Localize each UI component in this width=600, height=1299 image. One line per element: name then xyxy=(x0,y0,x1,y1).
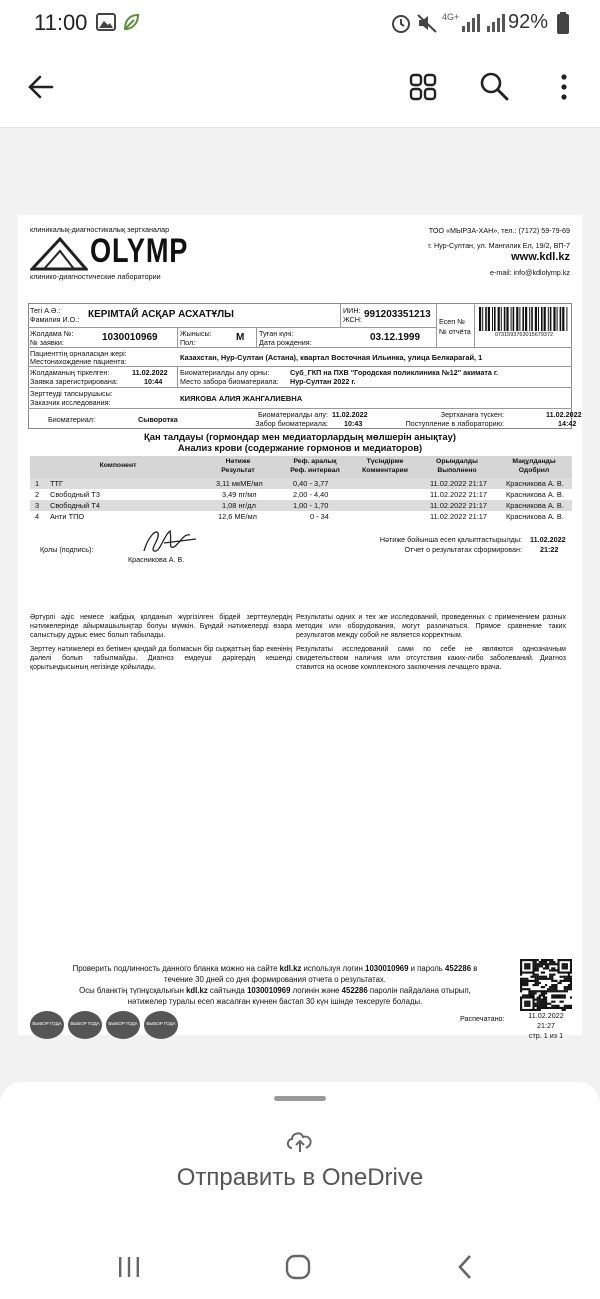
disclaimer-ru-1: Результаты одних и тех же исследований, проведенных с применением разных методик или оборудования, могут различаться. Прямое сравнение таких результатов между собой не является корректным. xyxy=(296,614,566,640)
verify-line-kz: Осы бланктің түпнұсқалығын kdl.kz сайтында 1030010969 логинін және 452286 паролін пайдалана отырып, xyxy=(79,986,471,995)
label-place-ru: Место забора биоматериала: xyxy=(180,377,279,386)
label-biomaterial: Биоматериал: xyxy=(48,415,95,424)
qr-code-icon xyxy=(520,959,572,1011)
formed-date: 11.02.2022 xyxy=(530,535,566,544)
battery-percent: 92% xyxy=(508,11,549,33)
sampling-place-line1: Суб_ГКП на ПХВ "Городская поликлиника №12" акимата г. xyxy=(290,368,499,377)
award-badge: ВЫБОР ГОДА xyxy=(30,1011,64,1039)
row-done: 11.02.2022 21:17 xyxy=(430,479,487,488)
company-line: ТОО «МЫРЗА-ХАН», тел.: (7172) 59-79-69 xyxy=(428,226,570,235)
mute-icon xyxy=(416,12,438,34)
printed-time: 21:27 xyxy=(537,1021,555,1030)
verify-password: 452286 xyxy=(445,964,472,973)
status-time: 11:00 xyxy=(34,10,88,35)
printed-date: 11.02.2022 xyxy=(528,1011,564,1020)
row-number: 2 xyxy=(35,490,40,499)
table-row xyxy=(30,500,572,511)
lab-name-ru: клинико-диагностические лаборатории xyxy=(30,272,161,281)
row-approved: Красникова А. В. xyxy=(506,490,564,499)
patient-dob: 03.12.1999 xyxy=(370,332,421,343)
label-dob-kz: Туған күні: xyxy=(259,329,294,338)
disclaimer-ru-2: Результаты исследований сами по себе не являются однозначным свидетельством наличия или отсутствия каких-либо заболеваний. Диагноз ставится на основе комплексного заключения лечащего врача. xyxy=(296,646,566,672)
alarm-icon xyxy=(390,12,412,34)
label-dob-ru: Дата рождения: xyxy=(259,338,312,347)
customer-name: КИЯКОВА АЛИЯ ЖАНГАЛИЕВНА xyxy=(180,394,303,403)
label-report-ru: № отчёта xyxy=(439,327,471,336)
signature-icon xyxy=(134,523,204,559)
label-printed: Распечатано: xyxy=(460,1014,505,1023)
row-approved: Красникова А. В. xyxy=(506,501,564,510)
patient-sex: М xyxy=(236,332,245,343)
order-number: 1030010969 xyxy=(102,332,158,343)
col-done-kz: Орындалды xyxy=(436,458,478,465)
signal-2-icon xyxy=(485,13,507,33)
received-date: 11.02.2022 xyxy=(546,410,582,419)
table-row xyxy=(30,489,572,500)
col-done-ru: Выполнено xyxy=(437,467,477,474)
received-time: 14:42 xyxy=(558,419,577,428)
verify-login: 1030010969 xyxy=(365,964,409,973)
app-toolbar xyxy=(0,48,600,128)
barcode-icon xyxy=(478,306,570,332)
back-arrow-icon[interactable] xyxy=(26,72,56,102)
col-ref-kz: Реф. аралық xyxy=(293,458,337,465)
award-badge: ВЫБОР ГОДА xyxy=(106,1011,140,1039)
row-approved: Красникова А. В. xyxy=(506,512,564,521)
row-ref: 0,40 - 3,77 xyxy=(293,479,329,488)
row-number: 3 xyxy=(35,501,40,510)
label-place-kz: Биоматериалды алу орны: xyxy=(180,368,270,377)
more-options-icon[interactable] xyxy=(556,72,572,102)
label-formed-kz: Нәтиже бойынша есеп қалыптастырылды: xyxy=(379,535,522,544)
formed-time: 21:22 xyxy=(540,545,559,554)
battery-icon xyxy=(556,11,570,35)
label-sex-ru: Пол: xyxy=(180,338,196,347)
label-location-ru: Местонахождение пациента: xyxy=(30,357,127,366)
col-comment-kz: Түсіндірме xyxy=(366,458,404,465)
label-sex-kz: Жынысы: xyxy=(180,329,212,338)
row-number: 4 xyxy=(35,512,40,521)
report-title-ru: Анализ крови (содержание гормонов и медиаторов) xyxy=(177,442,423,453)
label-reg-ru: Заявка зарегистрирована: xyxy=(30,377,118,386)
row-component: ТТГ xyxy=(50,479,64,488)
report-title-kz: Қан талдауы (гормондар мен медиаторлардың мөлшерін анықтау) xyxy=(144,431,456,442)
label-customer-kz: Зерттеуді тапсырушысы: xyxy=(30,389,113,398)
olymp-logo-icon xyxy=(30,236,88,272)
logo-text: OLYMP xyxy=(90,232,189,270)
verify-line-1: Проверить подлинность данного бланка можно на сайте kdl.kz используя логин 1030010969 и пароль 452286 в xyxy=(72,964,478,973)
label-name-ru: Фамилия И.О.: xyxy=(30,315,80,324)
row-result: 1,08 нг/дл xyxy=(222,501,256,510)
verify-line-2: течение 30 дней со дня формирования отчета о результатах. xyxy=(164,975,386,984)
award-badge: ВЫБОР ГОДА xyxy=(68,1011,102,1039)
gallery-icon xyxy=(96,13,116,31)
signal-icon xyxy=(460,13,482,33)
share-sheet xyxy=(0,1082,600,1232)
row-ref: 0 - 34 xyxy=(310,512,329,521)
table-row xyxy=(30,511,572,522)
patient-location: Казахстан, Нур-Султан (Астана), квартал Восточная Ильинка, улица Белкарагай, 1 xyxy=(180,353,483,362)
table-row xyxy=(30,478,572,489)
label-order-ru: № заявки: xyxy=(30,338,64,347)
reg-time: 10:44 xyxy=(144,377,163,386)
verify-line-kz-2: нәтижелер туралы есеп жасалған күннен бастап 30 күн ішінде тексеруге болады. xyxy=(127,997,423,1006)
row-component: Свободный Т4 xyxy=(50,501,100,510)
label-take-ru: Забор биоматериала: xyxy=(255,419,328,428)
label-signature: Қолы (подпись): xyxy=(40,545,94,554)
reg-date: 11.02.2022 xyxy=(132,368,168,377)
take-time: 10:43 xyxy=(344,419,363,428)
lab-name-kz: клиникалық-диагностикалық зертханалар xyxy=(30,225,170,234)
label-reg-kz: Жолдаманың тіркелген: xyxy=(30,368,110,377)
row-component: Анти ТПО xyxy=(50,512,85,521)
sampling-place-line2: Нур-Султан 2022 г. xyxy=(290,377,356,386)
label-location-kz: Пациенттің орналасқан жері: xyxy=(30,349,127,358)
label-customer-ru: Заказчик исследования: xyxy=(30,398,111,407)
company-website[interactable]: www.kdl.kz xyxy=(511,251,570,263)
row-ref: 1,00 - 1,70 xyxy=(293,501,329,510)
grid-view-icon[interactable] xyxy=(408,72,438,102)
row-result: 3,11 мкМЕ/мл xyxy=(216,479,263,488)
col-comment-ru: Комментарии xyxy=(362,467,408,474)
label-name-kz: Тегі А.Ә.: xyxy=(30,306,61,315)
document-page[interactable] xyxy=(18,215,582,1040)
award-badge: ВЫБОР ГОДА xyxy=(144,1011,178,1039)
company-email[interactable]: e-mail: info@kdlolymp.kz xyxy=(490,268,570,277)
status-bar xyxy=(0,0,600,48)
disclaimer-kz-2: Зерттеу нәтижелері өз бетімен қандай да болмасын бір сырқаттың бар екенінің дәлелі болып табылмайды. Диагноз емдеуші дәрігердің кешенді қорытындысының негізінде қойылады. xyxy=(30,646,292,672)
label-iin-kz: ИИН: xyxy=(343,306,361,315)
biomaterial: Сыворотка xyxy=(138,415,178,424)
row-ref: 2,00 - 4,40 xyxy=(293,490,329,499)
company-address: г. Нур-Султан, ул. Мангилик Ел, 19/2, ВП-7 xyxy=(428,241,570,250)
page-number: стр. 1 из 1 xyxy=(528,1031,564,1040)
sheet-drag-handle[interactable] xyxy=(274,1096,326,1101)
row-done: 11.02.2022 21:17 xyxy=(430,512,487,521)
label-formed-ru: Отчет о результатах сформирован: xyxy=(404,545,522,554)
leaf-icon xyxy=(122,12,140,32)
award-badges xyxy=(30,1011,190,1041)
nav-back-icon[interactable] xyxy=(454,1252,478,1282)
search-icon[interactable] xyxy=(478,70,510,102)
row-number: 1 xyxy=(35,479,40,488)
col-approved-ru: Одобрил xyxy=(518,467,550,474)
recents-icon[interactable] xyxy=(116,1254,142,1280)
col-ref-ru: Реф. интервал xyxy=(290,467,340,474)
patient-name: КЕРІМТАЙ АСҚАР АСХАТҰЛЫ xyxy=(88,309,234,320)
network-type: 4G+ xyxy=(442,12,460,22)
label-received-ru: Поступление в лабораторию: xyxy=(405,419,504,428)
col-component: Компонент xyxy=(99,462,137,469)
cloud-upload-icon[interactable] xyxy=(284,1128,316,1154)
label-take-kz: Биоматериалды алу: xyxy=(257,410,328,419)
home-icon[interactable] xyxy=(283,1252,313,1282)
col-result-ru: Результат xyxy=(221,467,255,474)
row-result: 3,49 пг/мл xyxy=(222,490,257,499)
disclaimer-kz-1: Әртүрлі әдіс немесе жабдық қолданып жүргізілген бірдей зерттеулердің нәтижелерінде айырмашылықтар болуы мүмкін. Бұндай нәтижелерді өзара салыстыру дұрыс емес болып табылады. xyxy=(30,614,292,640)
label-order-kz: Жолдама №: xyxy=(30,329,74,338)
row-result: 12,6 МЕ/мл xyxy=(218,512,257,521)
row-done: 11.02.2022 21:17 xyxy=(430,490,487,499)
col-approved-kz: Мақұлданды xyxy=(512,458,556,465)
label-received-kz: Зертханаға түскен: xyxy=(440,410,504,419)
barcode-number: 0731593763015679372 xyxy=(494,332,554,338)
label-iin-ru: ЖСН: xyxy=(343,315,362,324)
system-nav-bar xyxy=(0,1232,600,1299)
label-report-kz: Есеп № xyxy=(439,317,465,326)
row-component: Свободный Т3 xyxy=(50,490,100,499)
col-result-kz: Нәтиже xyxy=(225,458,251,465)
row-done: 11.02.2022 21:17 xyxy=(430,501,487,510)
row-approved: Красникова А. В. xyxy=(506,479,564,488)
verify-site[interactable]: kdl.kz xyxy=(279,964,302,973)
signer-name: Красникова А. В. xyxy=(128,555,185,564)
take-date: 11.02.2022 xyxy=(332,410,368,419)
patient-iin: 991203351213 xyxy=(364,309,431,320)
send-to-onedrive-button[interactable]: Отправить в OneDrive xyxy=(176,1164,424,1191)
